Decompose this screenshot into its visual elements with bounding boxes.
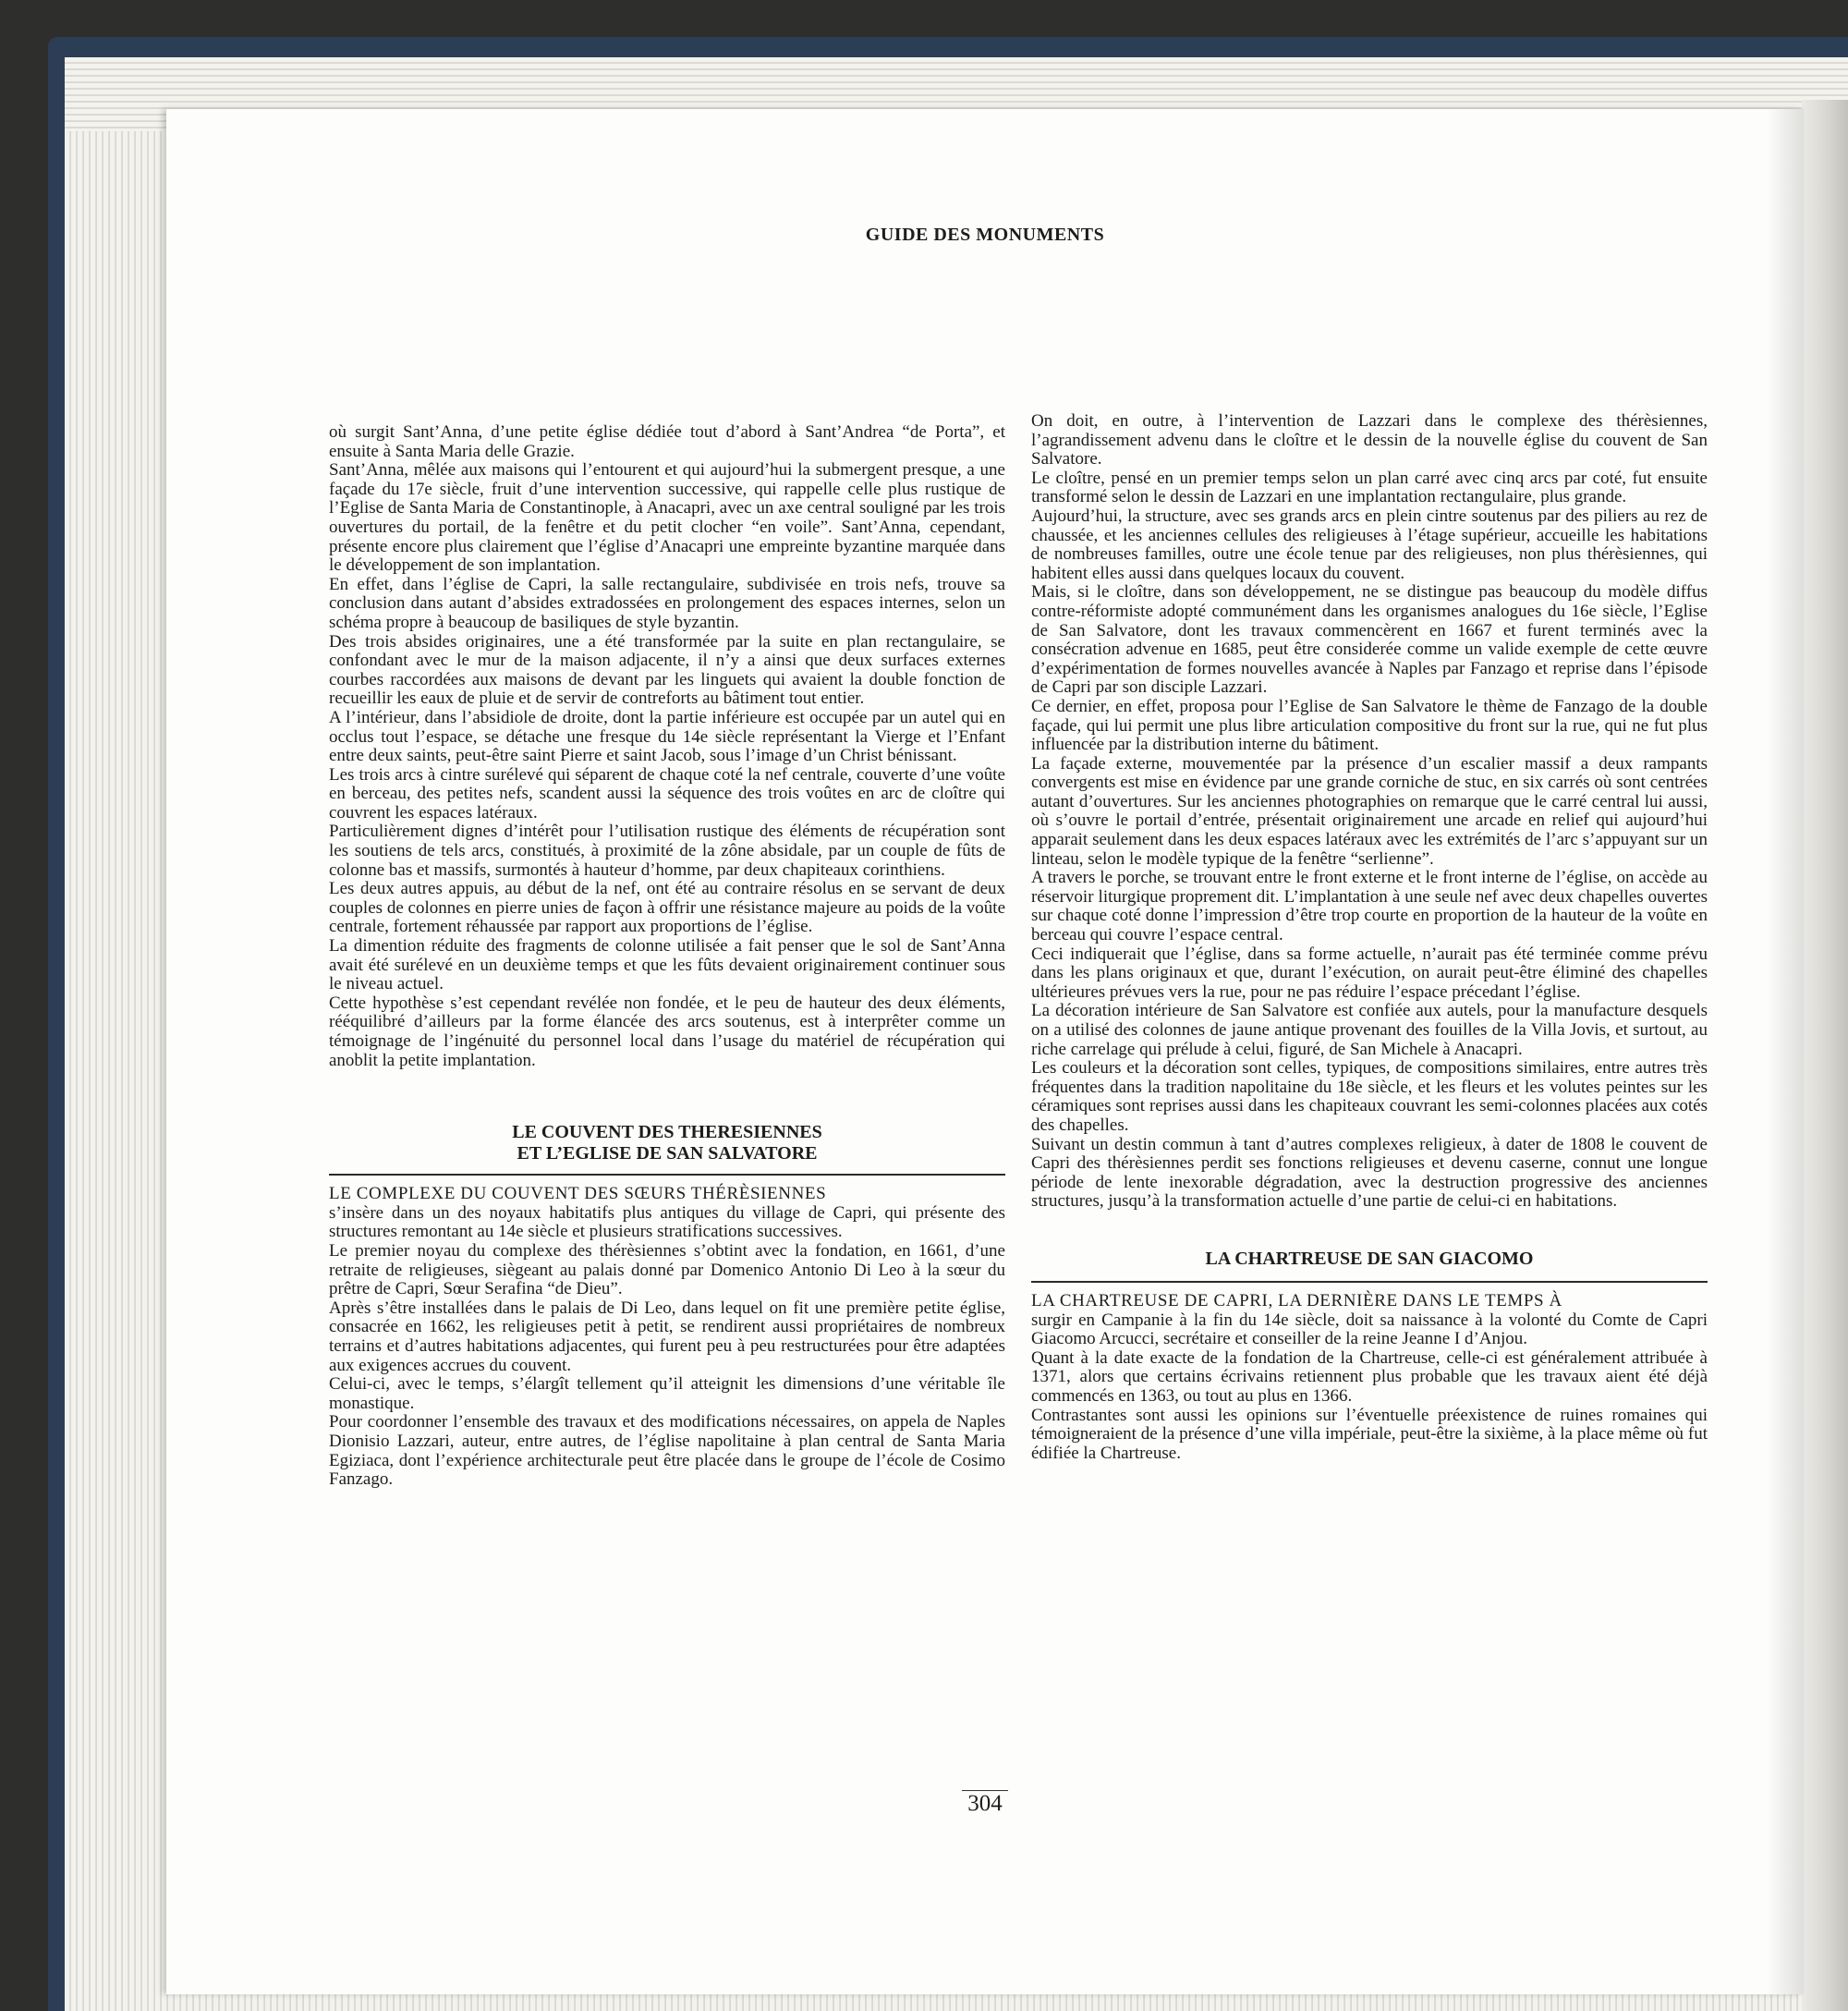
paragraph: Ceci indiquerait que l’église, dans sa forme actuelle, n’aurait pas été terminée comme prévu dans les plans originaux et que, durant l’exécution, on aurait peut-être éliminé des chapelles ultérieures prévues vers la rue, pour ne pas réduire l’espace précedant l’église.	[1031, 944, 1708, 1002]
paragraph: La dimention réduite des fragments de colonne utilisée a fait penser que le sol de Sant’Anna avait été surélevé en un deuxième temps et que les fûts devaient originairement continuer sous le niveau actuel.	[329, 936, 1005, 994]
paragraph: Contrastantes sont aussi les opinions sur l’éventuelle préexistence de ruines romaines qui témoigneraient de la présence d’une villa impériale, peut-être la sixième, à la place même où fut édifiée la Chartreuse.	[1031, 1405, 1708, 1463]
facing-page-edge	[1802, 100, 1848, 2011]
paragraph: Celui-ci, avec le temps, s’élargît tellement qu’il atteignit les dimensions d’une véritable île monastique.	[329, 1374, 1005, 1413]
paragraph: Ce dernier, en effet, proposa pour l’Eglise de San Salvatore le thème de Fanzago de la double façade, qui lui permit une plus libre articulation compositive du front sur la rue, qui ne fut plus influencée par la distribution interne du bâtiment.	[1031, 696, 1708, 755]
paragraph: s’insère dans un des noyaux habitatifs plus antiques du village de Capri, qui présente des structures remontant au 14e siècle et plusieurs stratifications successives.	[329, 1202, 1005, 1242]
section-lead	[329, 1185, 1005, 1204]
paragraph: surgir en Campanie à la fin du 14e siècle, doit sa naissance à la volonté du Comte de Capri Giacomo Arcucci, secrétaire et conseiller de la reine Jeanne I d’Anjou.	[1031, 1310, 1708, 1349]
paragraph: A l’intérieur, dans l’absidiole de droite, dont la partie inférieure est occupée par un autel qui en occlus tout l’espace, se détache une fresque du 14e siècle représentant la Vierge et l’Enfant entre deux saints, peut-être saint Pierre et saint Jacob, sous l’image d’un Christ bénissant.	[329, 707, 1005, 766]
section-lead-caps: LA CHARTREUSE DE CAPRI, LA DERNIÈRE DANS LE TEMPS À	[1031, 1290, 1562, 1310]
running-head: GUIDE DES MONUMENTS	[865, 225, 1105, 245]
paragraph: Particulièrement dignes d’intérêt pour l’utilisation rustique des éléments de récupération sont les soutiens de tels arcs, constitués, à proximité de la zône absidale, par un couple de fûts de colonne bas et massifs, surmontés à hauteur d’homme, par deux chapiteaux corinthiens.	[329, 822, 1005, 880]
paragraph: Mais, si le cloître, dans son développement, ne se distingue pas beaucoup du modèle diffus contre-réformiste adopté communément dans les organismes analogues du 16e siècle, l’Eglise de San Salvatore, dont les travaux commencèrent en 1667 et furent terminés avec la consécration advenue en 1685, peut être considerée comme un valide exemple de cette œuvre d’expérimentation de formes nouvelles avancée à Naples par Fanzago et reprise dans l’épisode de Capri par son disciple Lazzari.	[1031, 582, 1708, 698]
section-heading	[329, 1122, 1005, 1176]
page-number	[166, 1791, 1804, 1817]
paragraph: où surgit Sant’Anna, d’une petite église dédiée tout d’abord à Sant’Andrea “de Porta”, et ensuite à Santa Maria delle Grazie.	[329, 422, 1005, 461]
paragraph: Après s’être installées dans le palais de Di Leo, dans lequel on fit une première petite église, consacrée en 1662, les religieuses petit à petit, se rendirent aussi propriétaires de nombreux terrains et d’autres habitations adjacentes, qui furent peu à peu restructurées pour être adaptées aux exigences accrues du couvent.	[329, 1298, 1005, 1375]
paragraph: Le premier noyau du complexe des thérèsiennes s’obtint avec la fondation, en 1661, d’une retraite de religieuses, siègeant au palais donné par Domenico Antonio Di Leo à la sœur du prêtre de Capri, Sœur Serafina “de Dieu”.	[329, 1240, 1005, 1299]
paragraph: La décoration intérieure de San Salvatore est confiée aux autels, pour la manufacture desquels on a utilisé des colonnes de jaune antique provenant des fouilles de la Villa Jovis, et surtout, au riche carrelage qui prélude à celui, figuré, de San Michele à Anacapri.	[1031, 1001, 1708, 1059]
paragraph: Les deux autres appuis, au début de la nef, ont été au contraire résolus en se servant de deux couples de colonnes en pierre unies de façon à offrir une résistance majeure au poids de la voûte centrale, fortement réhaussée par rapport aux proportions de l’église.	[329, 879, 1005, 937]
paragraph: Cette hypothèse s’est cependant revélée non fondée, et le peu de hauteur des deux éléments, rééquilibré d’ailleurs par la forme élancée des arcs soutenus, est à interprêter comme un témoignage de l’ingénuité du personnel local dans l’usage du matériel de récupération qui anoblit la petite implantation.	[329, 993, 1005, 1070]
section-lead-caps: LE COMPLEXE DU COUVENT DES SŒURS THÉRÈSIENNES	[329, 1184, 827, 1204]
section-lead	[1031, 1292, 1708, 1311]
paragraph: Quant à la date exacte de la fondation de la Chartreuse, celle-ci est généralement attribuée à 1371, alors que certains écrivains retiennent plus probable que les travaux aient été déjà commencés en 1363, ou tout au plus en 1366.	[1031, 1347, 1708, 1406]
left-column	[329, 423, 1005, 1490]
section-heading-line: LE COUVENT DES THERESIENNES	[512, 1122, 822, 1143]
paragraph: La façade externe, mouvementée par la présence d’un escalier massif a deux rampants convergents est mise en évidence par une grande corniche de stuc, en six carrés où sont centrées autant d’ouvertures. Sur les anciennes photographies on remarque que le carré central lui aussi, où s’ouvre le portail d’entrée, présentait originairement une arcade en relief qui aujourd’hui apparait seulement dans les deux espaces latéraux avec les extrémités de l’arc s’appuyant sur un linteau, selon le modèle typique de la fenêtre “serlienne”.	[1031, 753, 1708, 869]
book-page	[166, 109, 1804, 1994]
paragraph: Les trois arcs à cintre surélevé qui séparent de chaque coté la nef centrale, couverte d’une voûte en berceau, des petites nefs, scandent aussi la séquence des trois voûtes en arc de cloître qui couvrent les espaces latéraux.	[329, 764, 1005, 823]
section-heading-line: ET L’EGLISE DE SAN SALVATORE	[517, 1143, 818, 1164]
paragraph: Des trois absides originaires, une a été transformée par la suite en plan rectangulaire, se confondant avec le mur de la maison adjacente, il n’y a ainsi que deux surfaces externes courbes raccordées aux maisons de devant par les linguets qui avaient la double fonction de recueillir les eaux de pluie et de servir de contreforts au bâtiment tout entier.	[329, 631, 1005, 709]
paragraph: Aujourd’hui, la structure, avec ses grands arcs en plein cintre soutenus par des piliers au rez de chaussée, et les anciennes cellules des religieuses à l’étage supérieur, accueille les habitations de nombreuses familles, outre une école tenue par des religieuses, non plus thérèsiennes, qui habitent elles aussi dans quelques locaux du couvent.	[1031, 506, 1708, 583]
paragraph: On doit, en outre, à l’intervention de Lazzari dans le complexe des thérèsiennes, l’agrandissement advenu dans le cloître et le dessin de la nouvelle église du couvent de San Salvatore.	[1031, 411, 1708, 469]
paragraph: A travers le porche, se trouvant entre le front externe et le front interne de l’église, on accède au réservoir liturgique proprement dit. L’implantation à une seule nef avec deux chapelles ouvertes sur chaque coté donne l’impression d’être trop courte en proportion de la hauteur de la voûte en berceau qui couvre l’espace central.	[1031, 868, 1708, 945]
paragraph: En effet, dans l’église de Capri, la salle rectangulaire, subdivisée en trois nefs, trouve sa conclusion dans autant d’absides extradossées en prolongement des espaces internes, selon un schéma propre à beaucoup de basiliques de style byzantin.	[329, 574, 1005, 632]
right-column	[1031, 412, 1708, 1463]
page-number-text: 304	[962, 1790, 1008, 1816]
gutter-shadow	[1767, 109, 1804, 1994]
paragraph: Pour coordonner l’ensemble des travaux et des modifications nécessaires, on appela de Naples Dionisio Lazzari, auteur, entre autres, de l’église napolitaine à plan central de Santa Maria Egiziaca, dont l’expérience architecturale peut être placée dans le groupe de l’école de Cosimo Fanzago.	[329, 1412, 1005, 1490]
paragraph: Sant’Anna, mêlée aux maisons qui l’entourent et qui aujourd’hui la submergent presque, a une façade du 17e siècle, fruit d’une intervention successive, qui rappelle celle plus rustique de l’Eglise de Santa Maria de Constantinople, à Anacapri, avec un axe central souligné par les trois ouvertures du portail, de la fenêtre et du petit clocher “en voile”. Sant’Anna, cependant, présente encore plus clairement que l’église d’Anacapri une empreinte byzantine marquée dans le développement de son implantation.	[329, 460, 1005, 576]
paragraph: Les couleurs et la décoration sont celles, typiques, de compositions similaires, entre autres très fréquentes dans la tradition napolitaine du 18e siècle, et les fleurs et les volutes peintes sur les céramiques sont reprises aussi dans les chapiteaux couvrant les semi-colonnes placées aux cotés des chapelles.	[1031, 1058, 1708, 1135]
paragraph: Le cloître, pensé en un premier temps selon un plan carré avec cinq arcs par coté, fut ensuite transformé selon le dessin de Lazzari en une implantation rectangulaire, plus grande.	[1031, 468, 1708, 507]
paragraph: Suivant un destin commun à tant d’autres complexes religieux, à dater de 1808 le couvent de Capri des thérèsiennes perdit ses fonctions religieuses et devenu caserne, connut une longue période de lente inexorable dégradation, avec la destruction progressive des anciennes structures, jusqu’à la transformation actuelle d’une partie de celui-ci en habitations.	[1031, 1134, 1708, 1212]
section-heading: LA CHARTREUSE DE SAN GIACOMO	[1031, 1249, 1708, 1283]
